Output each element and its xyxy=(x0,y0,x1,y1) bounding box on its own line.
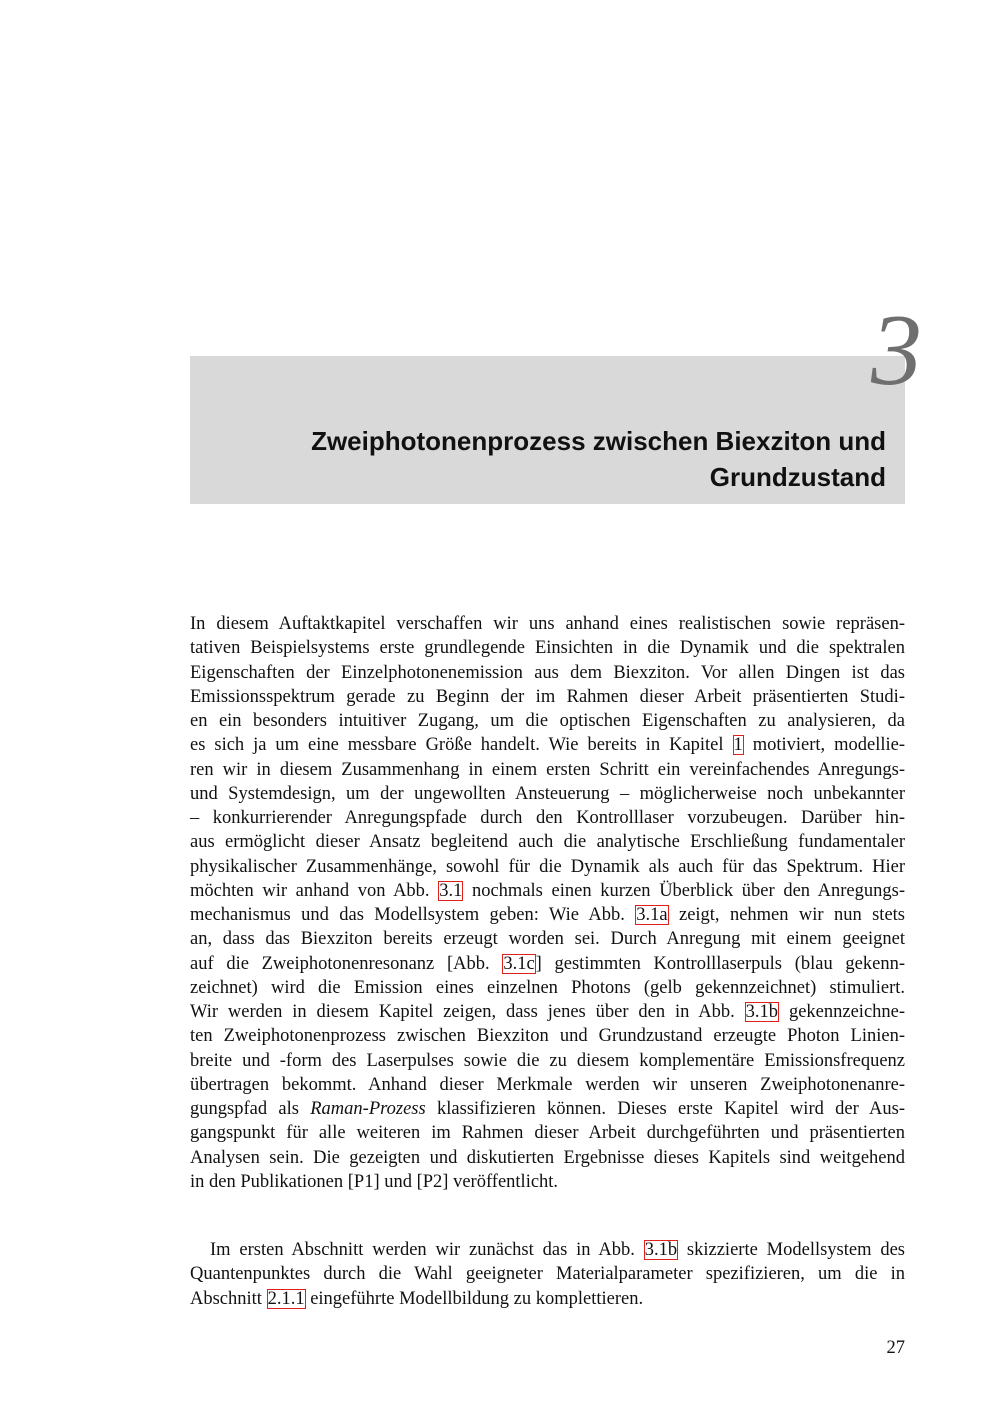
text-line: Eigenschaften der Einzelphotonenemission aus dem Biexziton. Vor allen Dingen ist das xyxy=(190,662,905,683)
text-line: ren wir in diesem Zusammenhang in einem ersten Schritt ein vereinfachendes Anregungs- xyxy=(190,759,905,780)
text-line: Abschnitt 2.1.1 eingeführte Modellbildung zu komplettieren. xyxy=(190,1288,644,1309)
intro-paragraph xyxy=(190,612,905,1194)
text-line: zeichnet) wird die Emission eines einzelnen Photons (gelb gekennzeichnet) stimuliert. xyxy=(190,977,905,998)
text-line: aus ermöglicht dieser Ansatz begleitend auch die analytische Erschließung fundamentaler xyxy=(190,832,905,853)
text-line: Wir werden in diesem Kapitel zeigen, dass jenes über den in Abb. 3.1b gekennzeichne- xyxy=(190,1002,906,1022)
figure-ref-link[interactable]: 3.1 xyxy=(439,880,463,901)
text-line: gungspfad als Raman-Prozess klassifizieren können. Dieses erste Kapitel wird der Aus- xyxy=(190,1099,906,1119)
emphasis-term: Raman-Prozess xyxy=(310,1099,426,1119)
text-line: ten Zweiphotonenprozess zwischen Biexziton und Grundzustand erzeugte Photon Linien- xyxy=(190,1026,905,1047)
text-line: physikalischer Zusammenhänge, sowohl für die Dynamik als auch für das Spektrum. Hier xyxy=(190,856,905,877)
text-line: in den Publikationen [P1] und [P2] veröffentlicht. xyxy=(190,1171,559,1192)
text-line: en ein besonders intuitiver Zugang, um die optischen Eigenschaften zu analysieren, da xyxy=(190,711,905,731)
text-line: tativen Beispielsystems erste grundlegende Einsichten in die Dynamik und die spektralen xyxy=(190,638,905,659)
chapter-ref-link[interactable]: 1 xyxy=(733,735,743,756)
text-line: und Systemdesign, um der ungewollten Ansteuerung – möglicherweise noch unbekannter xyxy=(190,783,905,804)
figure-ref-link[interactable]: 3.1c xyxy=(503,953,535,974)
text-line: an, dass das Biexziton bereits erzeugt worden sei. Durch Anregung mit einem geeignet xyxy=(190,929,905,950)
text-line: – konkurrierender Anregungspfade durch den Kontrolllaser vorzubeugen. Darüber hin- xyxy=(190,808,905,828)
text-line: Quantenpunktes durch die Wahl geeigneter Materialparameter spezifizieren, um die in xyxy=(190,1264,905,1285)
chapter-title-line: Grundzustand xyxy=(709,462,886,492)
page-number: 27 xyxy=(886,1338,905,1358)
chapter-number: 3 xyxy=(871,294,922,407)
text-line: Im ersten Abschnitt werden wir zunächst das in Abb. 3.1b skizzierte Modellsystem des xyxy=(210,1240,905,1260)
text-line: übertragen bekommt. Anhand dieser Merkmale werden wir unseren Zweiphotonenanre- xyxy=(190,1074,905,1095)
text-line: mechanismus und das Modellsystem geben: Wie Abb. 3.1a zeigt, nehmen wir nun stets xyxy=(190,905,906,925)
text-line: In diesem Auftaktkapitel verschaffen wir uns anhand eines realistischen sowie repräsen- xyxy=(190,614,905,634)
text-line: auf die Zweiphotonenresonanz [Abb. 3.1c] gestimmten Kontrolllaserpuls (blau gekenn- xyxy=(190,953,906,974)
chapter-title-line: Zweiphotonenprozess zwischen Biexziton und xyxy=(311,426,886,456)
figure-ref-link[interactable]: 3.1a xyxy=(636,905,668,925)
text-line: es sich ja um eine messbare Größe handelt. Wie bereits in Kapitel 1 motiviert, modellie- xyxy=(190,735,905,756)
text-line: breite und -form des Laserpulses sowie die zu diesem komplementäre Emissionsfrequenz xyxy=(190,1050,905,1071)
text-line: Analysen sein. Die gezeigten und diskutierten Ergebnisse dieses Kapitels sind weitgehend xyxy=(190,1147,905,1168)
figure-ref-link[interactable]: 3.1b xyxy=(644,1240,678,1260)
figure-ref-link[interactable]: 3.1b xyxy=(745,1002,779,1022)
section-ref-link[interactable]: 2.1.1 xyxy=(267,1288,305,1309)
section-paragraph xyxy=(190,1238,905,1311)
text-line: möchten wir anhand von Abb. 3.1 nochmals einen kurzen Überblick über den Anregungs- xyxy=(190,880,905,901)
chapter-title xyxy=(200,423,886,495)
text-line: gangspunkt für alle weiteren im Rahmen dieser Arbeit durchgeführten und präsentierten xyxy=(190,1123,905,1144)
text-line: Emissionsspektrum gerade zu Beginn der im Rahmen dieser Arbeit präsentierten Studi- xyxy=(190,686,905,707)
